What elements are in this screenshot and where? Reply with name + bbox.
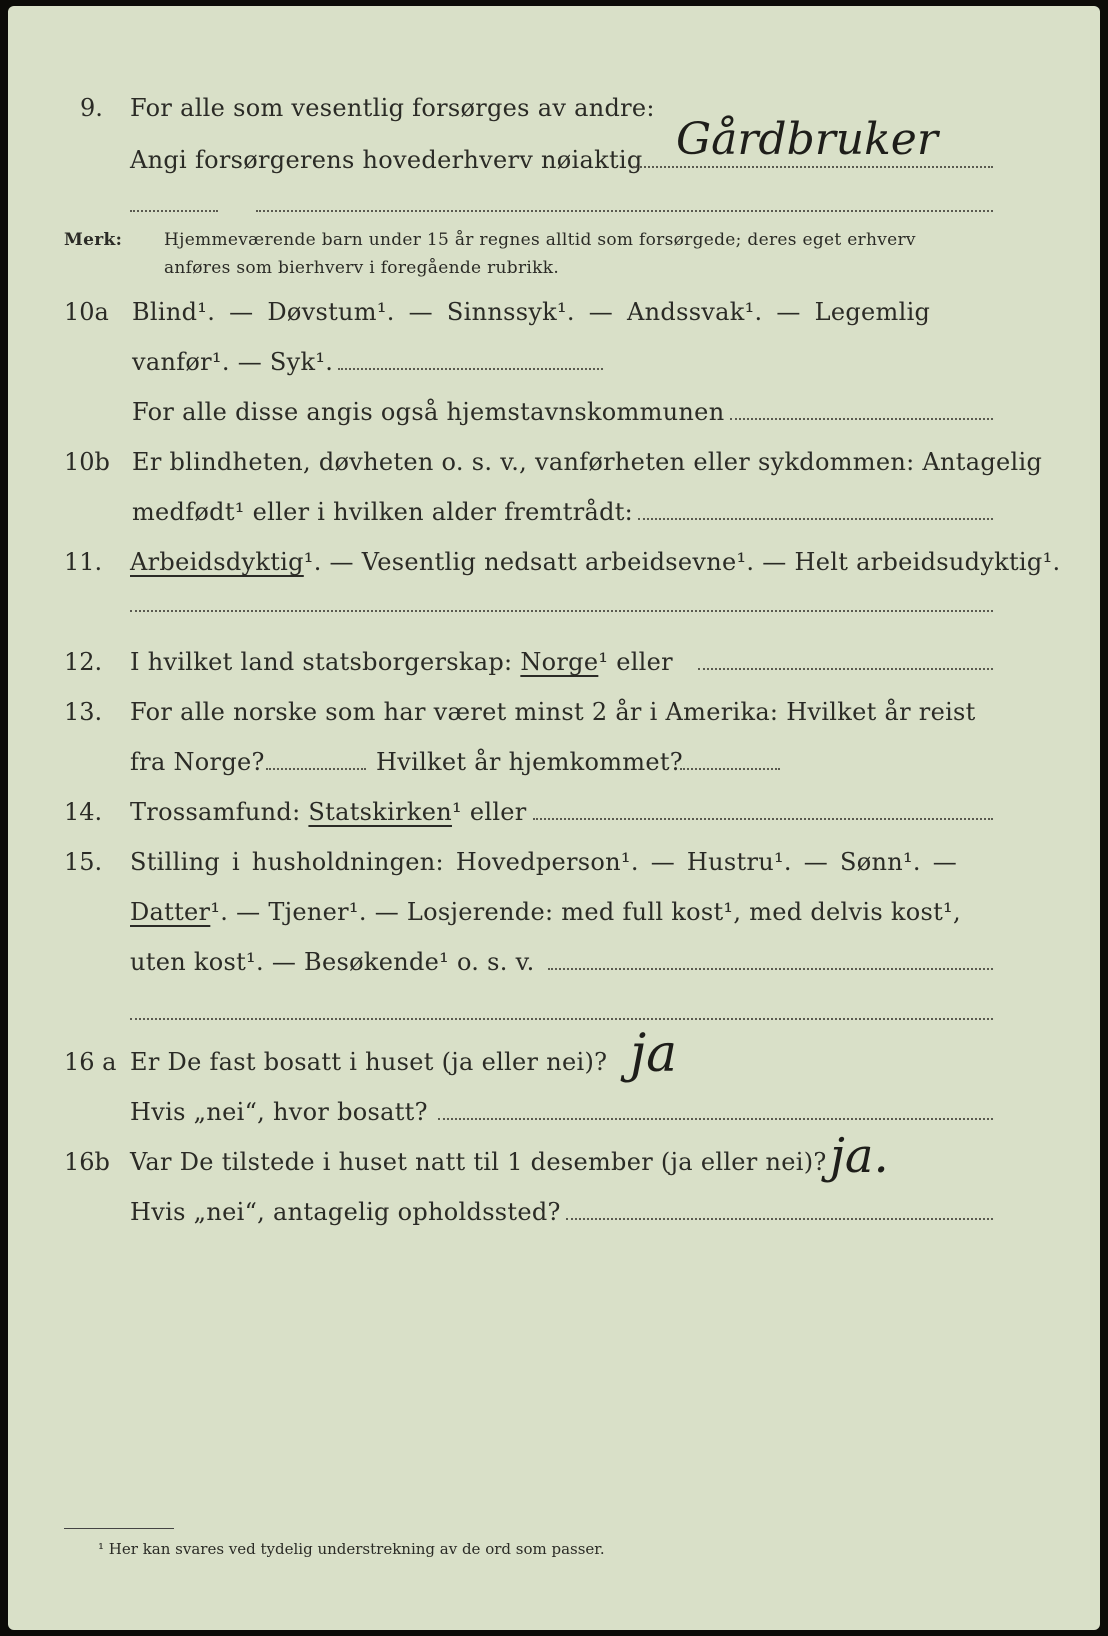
merk-label: Merk: [64, 230, 123, 250]
q14-pre: Trossamfund: [130, 798, 301, 826]
merk-text-2: anføres som bierhverv i foregående rubrikk. [164, 258, 560, 278]
q14-text [130, 798, 527, 826]
q11-rest: ¹. — Vesentlig nedsatt arbeidsevne¹. — Helt arbeidsudyktig¹. [303, 548, 1061, 576]
q15-text-2-rest: ¹. — Tjener¹. — Losjerende: med full kost¹, med delvis kost¹, [210, 898, 961, 926]
q13-reist-line [266, 768, 366, 770]
q16b-opholdssted-line [566, 1218, 993, 1220]
q10a-text-1: Blind¹. — Døvstum¹. — Sinnssyk¹. — Andssvak¹. — Legemlig [132, 298, 931, 326]
census-form-page [8, 6, 1100, 1630]
q9-text-2: Angi forsørgerens hovederhverv nøiaktig [130, 146, 643, 174]
q10b-number: 10b [64, 448, 110, 476]
q15-selected-option: Datter [130, 898, 211, 926]
q16b-handwritten-answer: ja. [830, 1128, 889, 1184]
q12-text [130, 648, 673, 676]
q10a-text-2: vanfør¹. — Syk¹. [132, 348, 334, 376]
q9-extra-line-right [256, 210, 993, 212]
q10a-syk-line [338, 368, 603, 370]
q9-text-1: For alle som vesentlig forsørges av andre: [130, 94, 655, 122]
q15-text-1: Stilling i husholdningen: Hovedperson¹. — Hustru¹. — Sønn¹. — [130, 848, 958, 876]
q11-selected-option: Arbeidsdyktig [130, 548, 304, 576]
q13-text-2a: fra Norge? [130, 748, 265, 776]
q10a-number: 10a [64, 298, 109, 326]
q9-handwritten-answer: Gårdbruker [676, 114, 938, 165]
q9-extra-line-left [130, 210, 218, 212]
q14-answer-line [533, 818, 993, 820]
q13-number: 13. [64, 698, 103, 726]
q9-answer-line [633, 166, 993, 168]
q15-text-2 [130, 898, 961, 926]
q15-answer-line [548, 968, 993, 970]
q16a-bosatt-line [438, 1118, 993, 1120]
q12-post: ¹ eller [598, 648, 673, 676]
q16a-handwritten-answer: ja [630, 1024, 678, 1084]
q16b-text-2: Hvis „nei“, antagelig opholdssted? [130, 1198, 561, 1226]
q14-selected-option: Statskirken [308, 798, 452, 826]
footnote-rule [64, 1528, 174, 1529]
q15-extra-line [130, 1018, 993, 1020]
q13-hjemkommet-line [680, 768, 780, 770]
q10b-text-1: Er blindheten, døvheten o. s. v., vanførheten eller sykdommen: Antagelig [132, 448, 1043, 476]
q11-extra-line [130, 610, 993, 612]
q12-pre: I hvilket land statsborgerskap: [130, 648, 513, 676]
q12-answer-line [698, 668, 993, 670]
q11-number: 11. [64, 548, 103, 576]
q14-post: ¹ eller [451, 798, 527, 826]
q15-text-3: uten kost¹. — Besøkende¹ o. s. v. [130, 948, 535, 976]
footnote-text: Her kan svares ved tydelig understrekning av de ord som passer. [108, 1540, 605, 1558]
q9-number: 9. [80, 94, 103, 122]
q16a-text-2: Hvis „nei“, hvor bosatt? [130, 1098, 428, 1126]
q16b-number: 16b [64, 1148, 110, 1176]
q16a-number: 16 a [64, 1048, 117, 1076]
footnote-mark: ¹ [98, 1540, 105, 1558]
q12-selected-option: Norge [520, 648, 599, 676]
q10b-answer-line [638, 518, 993, 520]
q12-number: 12. [64, 648, 103, 676]
q16a-text-1: Er De fast bosatt i huset (ja eller nei)? [130, 1048, 608, 1076]
q13-text-1: For alle norske som har været minst 2 år i Amerika: Hvilket år reist [130, 698, 976, 726]
q10a-hjemstavn-line [730, 418, 993, 420]
q14-number: 14. [64, 798, 103, 826]
q10a-text-3: For alle disse angis også hjemstavnskommunen [132, 398, 725, 426]
q11-text [130, 548, 1060, 576]
merk-text-1: Hjemmeværende barn under 15 år regnes alltid som forsørgede; deres eget erhverv [164, 230, 916, 250]
q13-text-2b: Hvilket år hjemkommet? [376, 748, 683, 776]
q16b-text-1: Var De tilstede i huset natt til 1 desember (ja eller nei)? [130, 1148, 827, 1176]
footnote [98, 1540, 605, 1558]
q10b-text-2: medfødt¹ eller i hvilken alder fremtrådt: [132, 498, 634, 526]
q15-number: 15. [64, 848, 103, 876]
